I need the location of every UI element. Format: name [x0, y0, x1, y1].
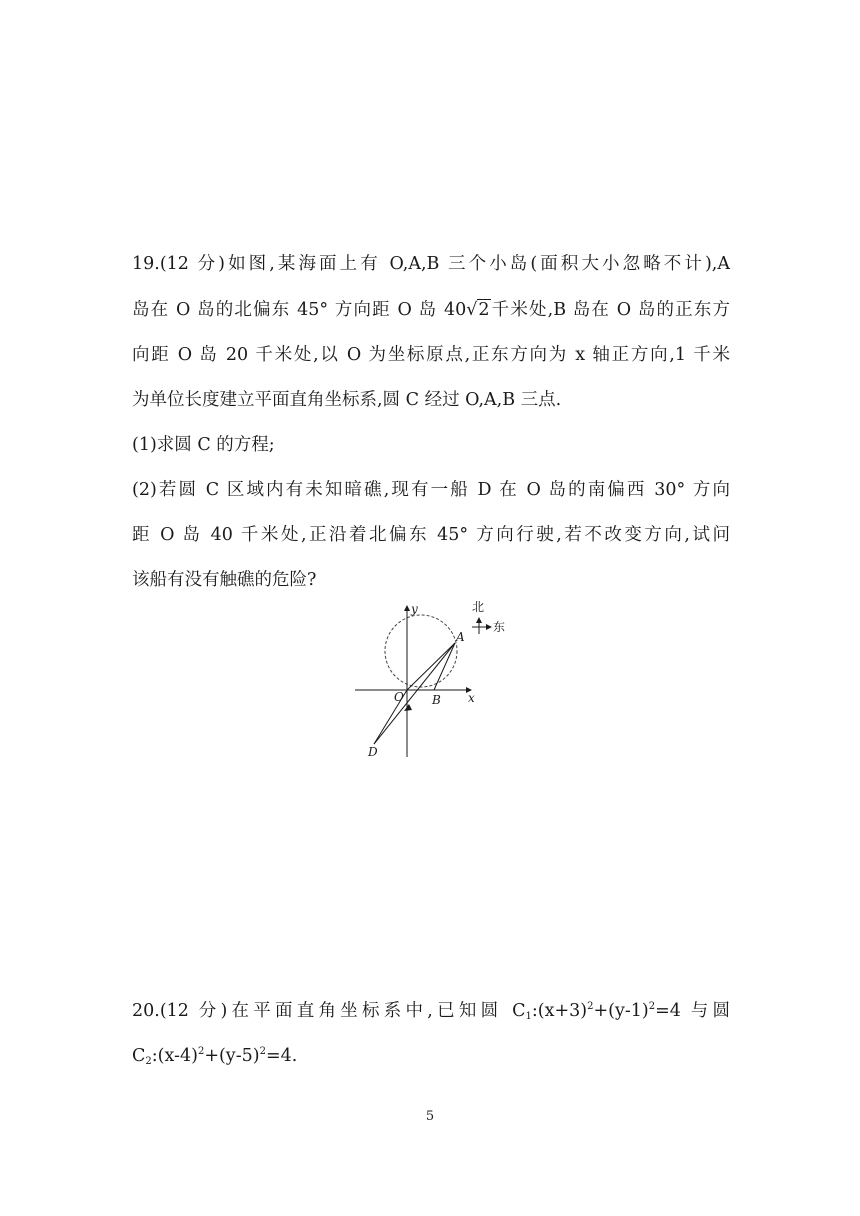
segment-oa: [407, 643, 455, 690]
sqrt-expression: √2: [466, 300, 490, 320]
label-east: 东: [493, 620, 506, 634]
label-north: 北: [472, 600, 485, 614]
problem20-line1-pre: 20.(12 分)在平面直角坐标系中,已知圆 C: [132, 1001, 526, 1021]
exponent-3: 2: [197, 1046, 205, 1057]
problem19-line2: [132, 299, 730, 321]
problem19-question2-line2: 距 O 岛 40 千米处,正沿着北偏东 45° 方向行驶,若不改变方向,试问: [132, 525, 730, 545]
c2-subscript: 2: [145, 1056, 152, 1067]
problem19-line3: 向距 O 岛 20 千米处,以 O 为坐标原点,正东方向为 x 轴正方向,1 千米: [132, 345, 730, 365]
problem19-line2-post: 千米处,B 岛在 O 岛的正东方: [490, 300, 730, 320]
problem20-line2-post: =4.: [265, 1046, 298, 1066]
label-b: B: [432, 693, 441, 707]
problem19-line2-pre: 岛在 O 岛的北偏东 45° 方向距 O 岛 40: [132, 300, 467, 320]
problem19-question1: (1)求圆 C 的方程;: [132, 435, 275, 455]
exponent-4: 2: [259, 1046, 266, 1057]
problem20-line1-post: =4 与圆: [655, 1001, 730, 1021]
problem20-line2: [132, 1041, 297, 1073]
problem19-line4: 为单位长度建立平面直角坐标系,圆 C 经过 O,A,B 三点.: [132, 390, 562, 410]
exponent-1: 2: [587, 1001, 594, 1012]
label-y: y: [411, 602, 418, 616]
problem19-question2-line1: (2)若圆 C 区域内有未知暗礁,现有一船 D 在 O 岛的南偏西 30° 方向: [132, 480, 730, 500]
coordinate-figure: [350, 596, 520, 766]
problem20-line1-mid: :(x+3): [531, 1001, 588, 1021]
label-d: D: [368, 745, 378, 759]
page-number: 5: [425, 1109, 435, 1124]
problem20-line1: [132, 996, 730, 1028]
exponent-2: 2: [648, 1001, 656, 1012]
problem19-line1: 19.(12 分)如图,某海面上有 O,A,B 三个小岛(面积大小忽略不计),A: [132, 254, 730, 274]
c1-subscript: 1: [525, 1011, 532, 1022]
problem19-question2-line3: 该船有没有触礁的危险?: [132, 570, 317, 590]
label-x: x: [468, 691, 475, 705]
label-o: O: [394, 690, 404, 704]
problem20-line2-mid: :(x-4): [151, 1046, 198, 1066]
label-a: A: [456, 630, 465, 644]
problem20-line2-mid2: +(y-5): [204, 1046, 260, 1066]
problem20-line2-pre: C: [132, 1046, 146, 1066]
segment-ab: [434, 643, 455, 690]
sqrt-radicand: 2: [478, 300, 490, 320]
problem20-line1-mid2: +(y-1): [593, 1001, 649, 1021]
